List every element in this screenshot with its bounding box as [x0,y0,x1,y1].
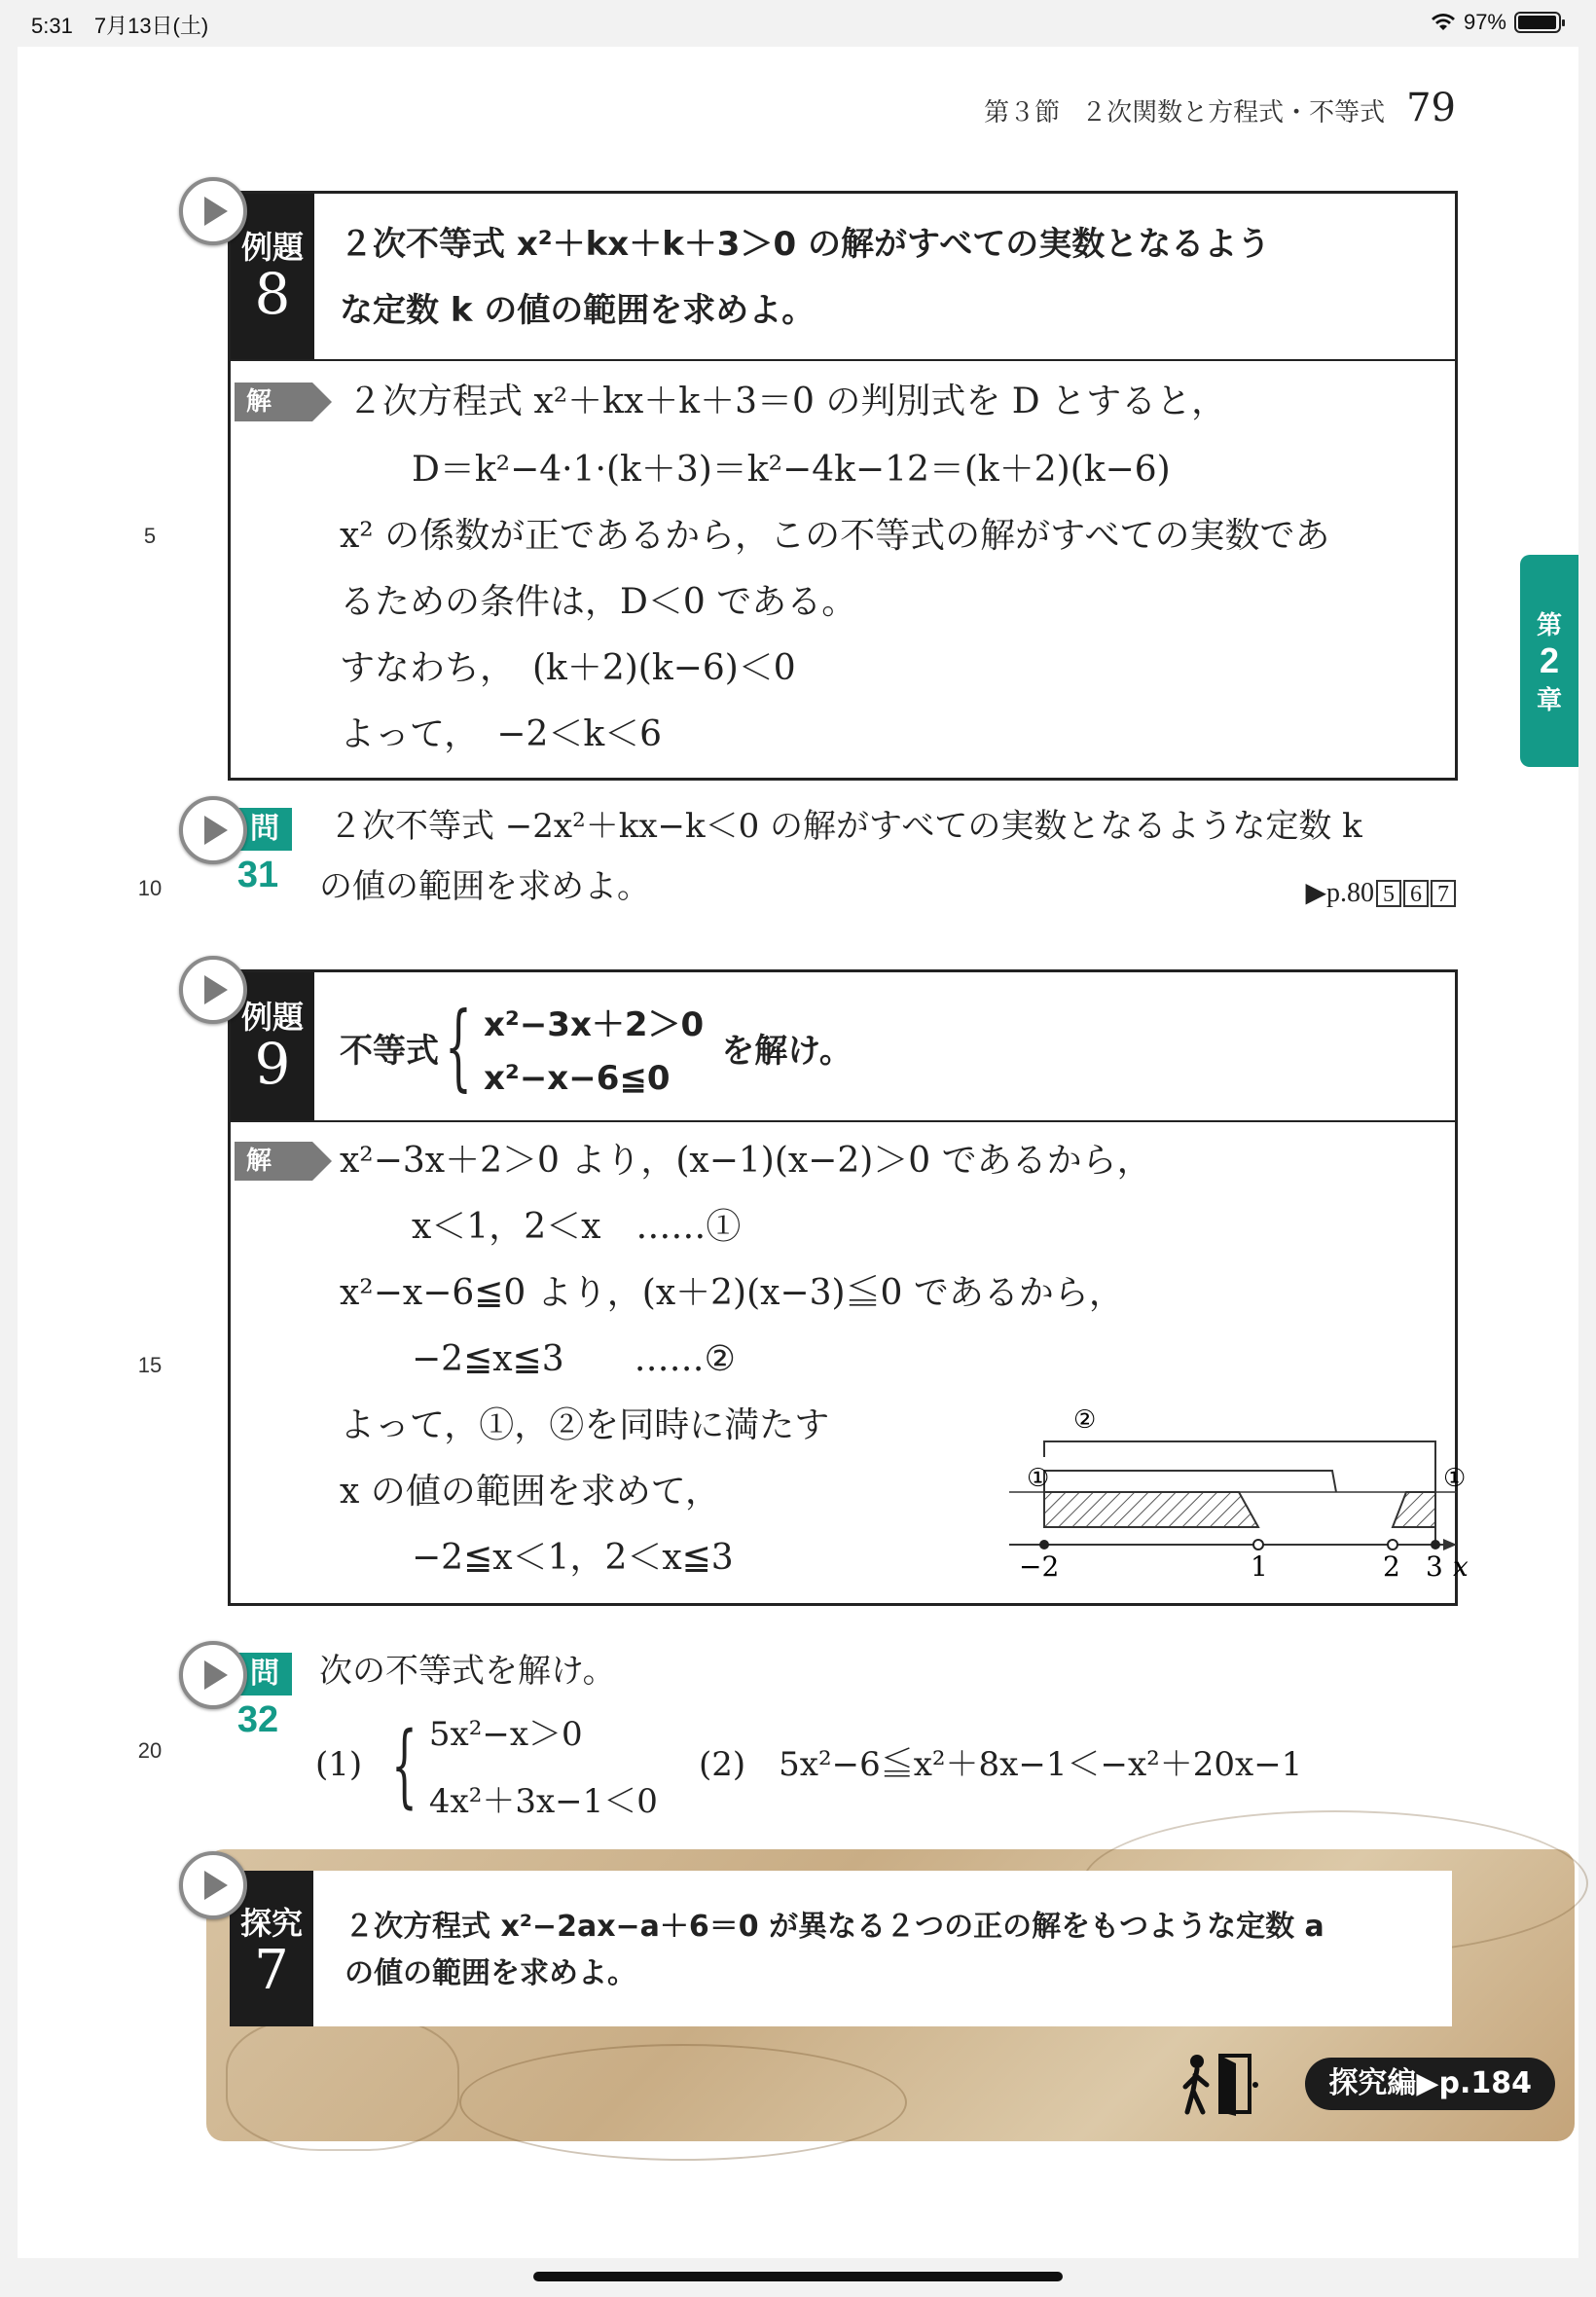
chapter-tab-number: 2 [1539,640,1560,681]
solution-line: x² の係数が正であるから，この不等式の解がすべての実数であ [340,516,1330,556]
solution-line: よって，①，②を同時に満たす [340,1405,830,1445]
reference-box: 5 [1376,880,1401,907]
play-button-example9[interactable] [179,956,247,1024]
inequality: 4x²＋3x−1＜0 [428,1782,658,1821]
line-number: 15 [137,1353,163,1377]
reference-page: ▶p.80 [1305,878,1374,908]
section-number: 第３節 [984,98,1061,128]
tankyu-number: 7 [254,1939,289,2002]
toi31-line: の値の範囲を求めよ。 [319,867,650,906]
play-icon [204,197,228,226]
inequality: 5x²−6≦x²＋8x−1＜−x²＋20x−1 [779,1745,1303,1784]
toi31-reference[interactable] [1305,876,1456,909]
problem-number: (2) [699,1745,746,1784]
inequality: x²−x−6≦0 [484,1058,671,1098]
inequality: 5x²−x＞0 [428,1715,583,1754]
tick-label: 2 [1383,1550,1400,1583]
solution-tag: 解 [235,1142,312,1181]
play-button-example8[interactable] [179,177,247,245]
toi31-line: ２次不等式 −2x²＋kx−k＜0 の解がすべての実数となるような定数 k [329,807,1362,846]
point-minus2 [1039,1540,1049,1550]
page-number: 79 [1406,86,1456,130]
example9-header [231,972,1455,1122]
chapter-tab-suffix: 章 [1536,684,1562,714]
play-icon [204,1871,228,1900]
play-icon [204,975,228,1004]
inequality: x²−3x＋2＞0 [484,1004,705,1044]
problem-prefix: 不等式 [340,1031,439,1071]
point-2 [1388,1540,1397,1550]
solution-line: すなわち， (k＋2)(k−6)＜0 [340,648,796,688]
solution-line: D＝k²−4·1·(k＋3)＝k²−4k−12＝(k＋2)(k−6) [412,450,1171,490]
solution-region-2 [1393,1492,1435,1527]
diagram-label-2: ② [1073,1405,1097,1435]
tankyu-label-text: 探究 [239,1905,303,1942]
battery-percent: 97% [1463,10,1506,34]
tankyu7-problem [345,1904,1433,1997]
play-icon [204,1660,228,1690]
diagram-label-1-right: ① [1443,1464,1467,1493]
textbook-page [18,47,1578,2258]
example-number: 8 [254,260,291,327]
solution-line: よって， −2＜k＜6 [340,714,663,754]
axis-label: x [1453,1550,1469,1583]
home-indicator[interactable] [533,2272,1063,2281]
solution-region-1 [1044,1492,1258,1527]
line-number: 10 [137,876,163,900]
reference-box: 7 [1431,880,1456,907]
point-1 [1253,1540,1263,1550]
problem-line: な定数 k の値の範囲を求めよ。 [340,291,816,330]
section-title: ２次関数と方程式・不等式 [1081,98,1386,128]
solution-line: −2≦x＜1，2＜x≦3 [412,1538,734,1578]
toi32-problem2 [699,1745,1303,1784]
tick-label: 3 [1426,1550,1443,1583]
solution-line: x＜1，2＜x ……① [412,1207,742,1247]
range-line-1-left [1044,1471,1336,1492]
example-label-text: 例題 [240,999,304,1037]
play-button-tankyu7[interactable] [179,1851,247,1919]
toi32-instruction: 次の不等式を解け。 [319,1652,616,1691]
problem-line: ２次方程式 x²−2ax−a＋6＝0 が異なる２つの正の解をもつような定数 a [345,1910,1324,1944]
inequality-system [429,1707,658,1822]
problem-number: (1) [315,1745,363,1784]
solution-line: x の値の範囲を求めて， [340,1472,721,1512]
point-3 [1431,1540,1440,1550]
tick-label: −2 [1019,1550,1060,1583]
line-number: 5 [143,524,157,548]
tick-label: 1 [1251,1550,1268,1583]
example-label-text: 例題 [240,229,304,267]
solution-line: x²−3x＋2＞0 より，(x−1)(x−2)＞0 であるから， [340,1141,1152,1181]
play-button-toi31[interactable] [179,796,247,864]
status-right [1431,10,1561,35]
diagram-label-1-left: ① [1027,1464,1050,1493]
brace-symbol: { [445,992,472,1103]
solution-line: x²−x−6≦0 より，(x＋2)(x−3)≦0 であるから， [340,1273,1124,1313]
toi32-problem1 [315,1711,658,1821]
axis-arrow [1443,1539,1457,1550]
status-bar [0,0,1596,47]
example9-problem [340,984,852,1111]
play-icon [204,816,228,845]
inequality-system [484,998,704,1098]
status-time: 5:31 7月13日(土) [31,14,209,38]
chapter-tab[interactable] [1520,555,1578,767]
solution-line: ２次方程式 x²＋kx＋k＋3＝0 の判別式を D とすると， [347,382,1227,421]
example8-problem [340,211,1435,344]
exit-door-icon [1183,2052,1261,2116]
toi-number: 32 [236,1699,279,1740]
problem-suffix: を解け。 [721,1031,852,1071]
solution-tag: 解 [235,383,312,421]
solution-line: るための条件は，D＜0 である。 [340,582,857,622]
line-number: 20 [137,1738,163,1763]
example9-box [228,969,1469,1606]
number-line-diagram [1009,1397,1469,1583]
tankyu7-problem-panel [230,1871,1452,2026]
tankyu7-box [206,1849,1575,2141]
brace-symbol: { [391,1712,417,1817]
reference-box: 6 [1403,880,1429,907]
toi-label-text: 問 [237,808,292,851]
page-header [984,86,1456,130]
solution-line: −2≦x≦3 ……② [412,1339,736,1379]
chapter-tab-prefix: 第 [1536,610,1562,640]
toi-label-text: 問 [237,1653,292,1695]
example-number: 9 [254,1030,291,1097]
problem-line: ２次不等式 x²＋kx＋k＋3＞0 の解がすべての実数となるよう [340,225,1271,264]
example8-header [231,194,1455,361]
toi-number: 31 [236,855,279,895]
problem-line: の値の範囲を求めよ。 [345,1956,636,1990]
tankyu-link-button[interactable]: 探究編▶p.184 [1305,2058,1555,2110]
battery-icon [1514,12,1561,33]
wifi-icon [1431,13,1456,32]
play-button-toi32[interactable] [179,1641,247,1709]
example8-box [228,191,1458,781]
